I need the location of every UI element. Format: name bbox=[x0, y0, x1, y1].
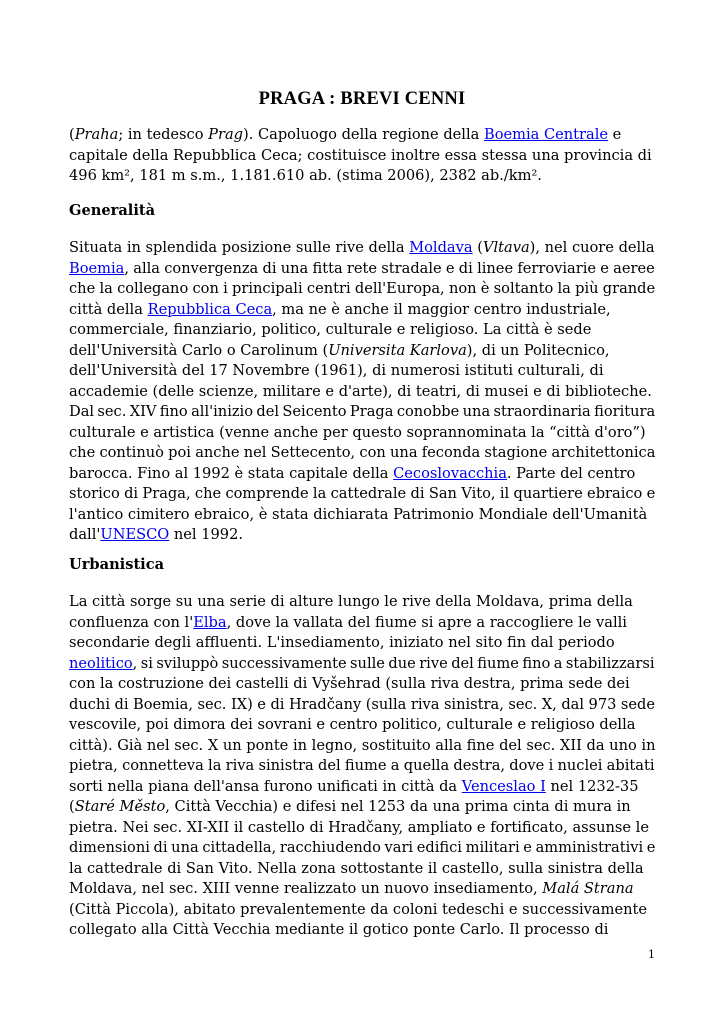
text-span: (Città Piccola), abitato prevalentemente da coloni tedeschi e successivamente bbox=[69, 900, 647, 918]
text-span: Dal sec. XIV fino all'inizio del Seicento Praga conobbe una straordinaria fioritura bbox=[69, 403, 656, 420]
text-span: pietra. Nei sec. XI-XII il castello di Hradčany, ampliato e fortificato, assunse le bbox=[69, 818, 649, 836]
hyperlink[interactable]: Venceslao I bbox=[461, 777, 546, 795]
hyperlink[interactable]: Moldava bbox=[409, 239, 473, 256]
text-line bbox=[69, 920, 655, 941]
text-span: nel 1992. bbox=[169, 526, 244, 543]
text-span: pietra, connetteva la riva sinistra del fiume a quella destra, dove i nuclei abitati bbox=[69, 757, 655, 774]
text-line bbox=[69, 592, 655, 613]
text-span: ), di un Politecnico, bbox=[466, 341, 610, 359]
text-span: commerciale, finanziario, politico, culturale e religioso. La città è sede bbox=[69, 321, 592, 338]
text-span: l'antico cimitero ebraico, è stata dichiarata Patrimonio Mondiale dell'Umanità bbox=[69, 505, 648, 523]
italic-text: Universita Karlova bbox=[328, 341, 467, 359]
text-span: ; in tedesco bbox=[118, 126, 209, 143]
text-span: culturale e artistica (venne anche per questo soprannominata la “città d'oro”) bbox=[69, 423, 646, 441]
hyperlink[interactable]: Elba bbox=[193, 613, 227, 631]
text-span: storico di Praga, che comprende la cattedrale di San Vito, il quartiere ebraico e bbox=[69, 485, 656, 502]
text-span: barocca. Fino al 1992 è stata capitale della bbox=[69, 464, 394, 482]
text-line bbox=[69, 695, 655, 716]
text-span: 496 km², 181 m s.m., 1.181.610 ab. (stima 2006), 2382 ab./km². bbox=[69, 167, 542, 184]
text-line bbox=[69, 633, 655, 654]
text-span: ). Capoluogo della regione della bbox=[243, 126, 484, 143]
text-span: Situata in splendida posizione sulle rive della bbox=[69, 239, 410, 256]
hyperlink[interactable]: Repubblica Ceca bbox=[147, 300, 273, 318]
text-line bbox=[69, 443, 655, 464]
text-line bbox=[69, 736, 655, 757]
text-line bbox=[69, 484, 655, 505]
text-line bbox=[69, 464, 655, 485]
text-line bbox=[69, 879, 655, 900]
text-line bbox=[69, 859, 655, 880]
intro-paragraph bbox=[69, 125, 655, 187]
text-span: vescovile, poi dimora dei sovrani e centro politico, culturale e religioso della bbox=[69, 716, 636, 733]
text-line bbox=[69, 382, 655, 403]
text-line bbox=[69, 674, 655, 695]
italic-text: Malá Strana bbox=[542, 880, 634, 897]
text-line bbox=[69, 838, 655, 859]
text-line bbox=[69, 654, 655, 675]
italic-text: Vltava bbox=[482, 239, 530, 256]
text-line bbox=[69, 715, 655, 736]
text-span: la cattedrale di San Vito. Nella zona sottostante il castello, sulla sinistra della bbox=[69, 859, 644, 877]
text-line bbox=[69, 818, 655, 839]
text-span: e bbox=[608, 126, 622, 143]
text-span: città della bbox=[69, 300, 148, 318]
text-line bbox=[69, 259, 655, 280]
text-span: accademie (delle scienze, militare e d'arte), di teatri, di musei e di biblioteche. bbox=[69, 382, 652, 400]
text-line bbox=[69, 756, 655, 777]
hyperlink[interactable]: Boemia bbox=[69, 259, 125, 277]
text-span: Moldava, nel sec. XIII venne realizzato un nuovo insediamento, bbox=[69, 880, 543, 897]
text-line bbox=[69, 613, 655, 634]
section-heading-urbanistica: Urbanistica bbox=[69, 556, 165, 573]
text-line bbox=[69, 300, 655, 321]
text-line bbox=[69, 900, 655, 921]
text-span: La città sorge su una serie di alture lungo le rive della Moldava, prima della bbox=[69, 593, 633, 610]
text-span: ( bbox=[69, 126, 75, 143]
text-span: che la collegano con i principali centri dell'Europa, non è soltanto la più grande bbox=[69, 280, 656, 297]
text-line bbox=[69, 279, 655, 300]
text-span: ), nel cuore della bbox=[529, 239, 655, 256]
text-line bbox=[69, 320, 655, 341]
text-span: dimensioni di una cittadella, racchiudendo vari edifici militari e amministrativi e bbox=[69, 839, 656, 856]
text-span: con la costruzione dei castelli di Vyšehrad (sulla riva destra, prima sede dei bbox=[69, 675, 630, 692]
italic-text: Praha bbox=[74, 126, 119, 143]
italic-text: Prag bbox=[208, 126, 243, 143]
text-line bbox=[69, 341, 655, 362]
section-urbanistica-paragraph bbox=[69, 592, 655, 941]
text-line bbox=[69, 777, 655, 798]
text-line bbox=[69, 125, 655, 146]
text-span: , si sviluppò successivamente sulle due rive del fiume fino a stabilizzarsi bbox=[132, 654, 655, 672]
text-line bbox=[69, 146, 655, 167]
page-number: 1 bbox=[648, 948, 655, 961]
hyperlink[interactable]: UNESCO bbox=[100, 526, 170, 543]
text-line bbox=[69, 423, 655, 444]
text-line bbox=[69, 505, 655, 526]
text-line bbox=[69, 361, 655, 382]
text-line bbox=[69, 525, 655, 546]
text-span: nel 1232-35 bbox=[545, 777, 639, 795]
document-title: PRAGA : BREVI CENNI bbox=[258, 89, 466, 109]
hyperlink[interactable]: Boemia Centrale bbox=[483, 126, 609, 143]
text-span: sorti nella piana dell'ansa furono unificati in città da bbox=[69, 777, 462, 795]
text-span: ( bbox=[472, 239, 483, 256]
italic-text: Staré Město bbox=[74, 798, 166, 815]
text-span: collegato alla Città Vecchia mediante il gotico ponte Carlo. Il processo di bbox=[69, 921, 609, 938]
text-span: dell'Università Carlo o Carolinum ( bbox=[69, 341, 329, 359]
text-span: , Città Vecchia) e difesi nel 1253 da una prima cinta di mura in bbox=[165, 798, 631, 815]
section-heading-generalita: Generalità bbox=[69, 202, 156, 219]
text-line bbox=[69, 402, 655, 423]
text-span: , ma ne è anche il maggior centro industriale, bbox=[272, 300, 611, 318]
text-line bbox=[69, 166, 655, 187]
text-span: ( bbox=[69, 798, 75, 815]
text-span: , alla convergenza di una fitta rete stradale e di linee ferroviarie e aeree bbox=[124, 259, 655, 277]
text-span: città). Già nel sec. X un ponte in legno, sostituito alla fine del sec. XII da uno in bbox=[69, 736, 656, 754]
text-span: capitale della Repubblica Ceca; costituisce inoltre essa stessa una provincia di bbox=[69, 146, 652, 164]
hyperlink[interactable]: Cecoslovacchia bbox=[393, 464, 507, 482]
text-span: dall' bbox=[69, 526, 101, 543]
text-span: secondarie degli affluenti. L'insediamento, iniziato nel sito fin dal periodo bbox=[69, 634, 615, 651]
text-span: dell'Università del 17 Novembre (1961), di numerosi istituti culturali, di bbox=[69, 362, 604, 379]
hyperlink[interactable]: neolitico bbox=[69, 654, 133, 672]
text-line bbox=[69, 797, 655, 818]
text-span: , dove la vallata del fiume si apre a raccogliere le valli bbox=[226, 613, 627, 631]
text-line bbox=[69, 238, 655, 259]
section-generalita-paragraph bbox=[69, 238, 655, 546]
text-span: duchi di Boemia, sec. IX) e di Hradčany (sulla riva sinistra, sec. X, dal 973 sede bbox=[69, 695, 655, 713]
text-span: che continuò poi anche nel Settecento, con una feconda stagione architettonica bbox=[69, 444, 656, 461]
text-span: . Parte del centro bbox=[506, 464, 636, 482]
text-span: confluenza con l' bbox=[69, 613, 194, 631]
